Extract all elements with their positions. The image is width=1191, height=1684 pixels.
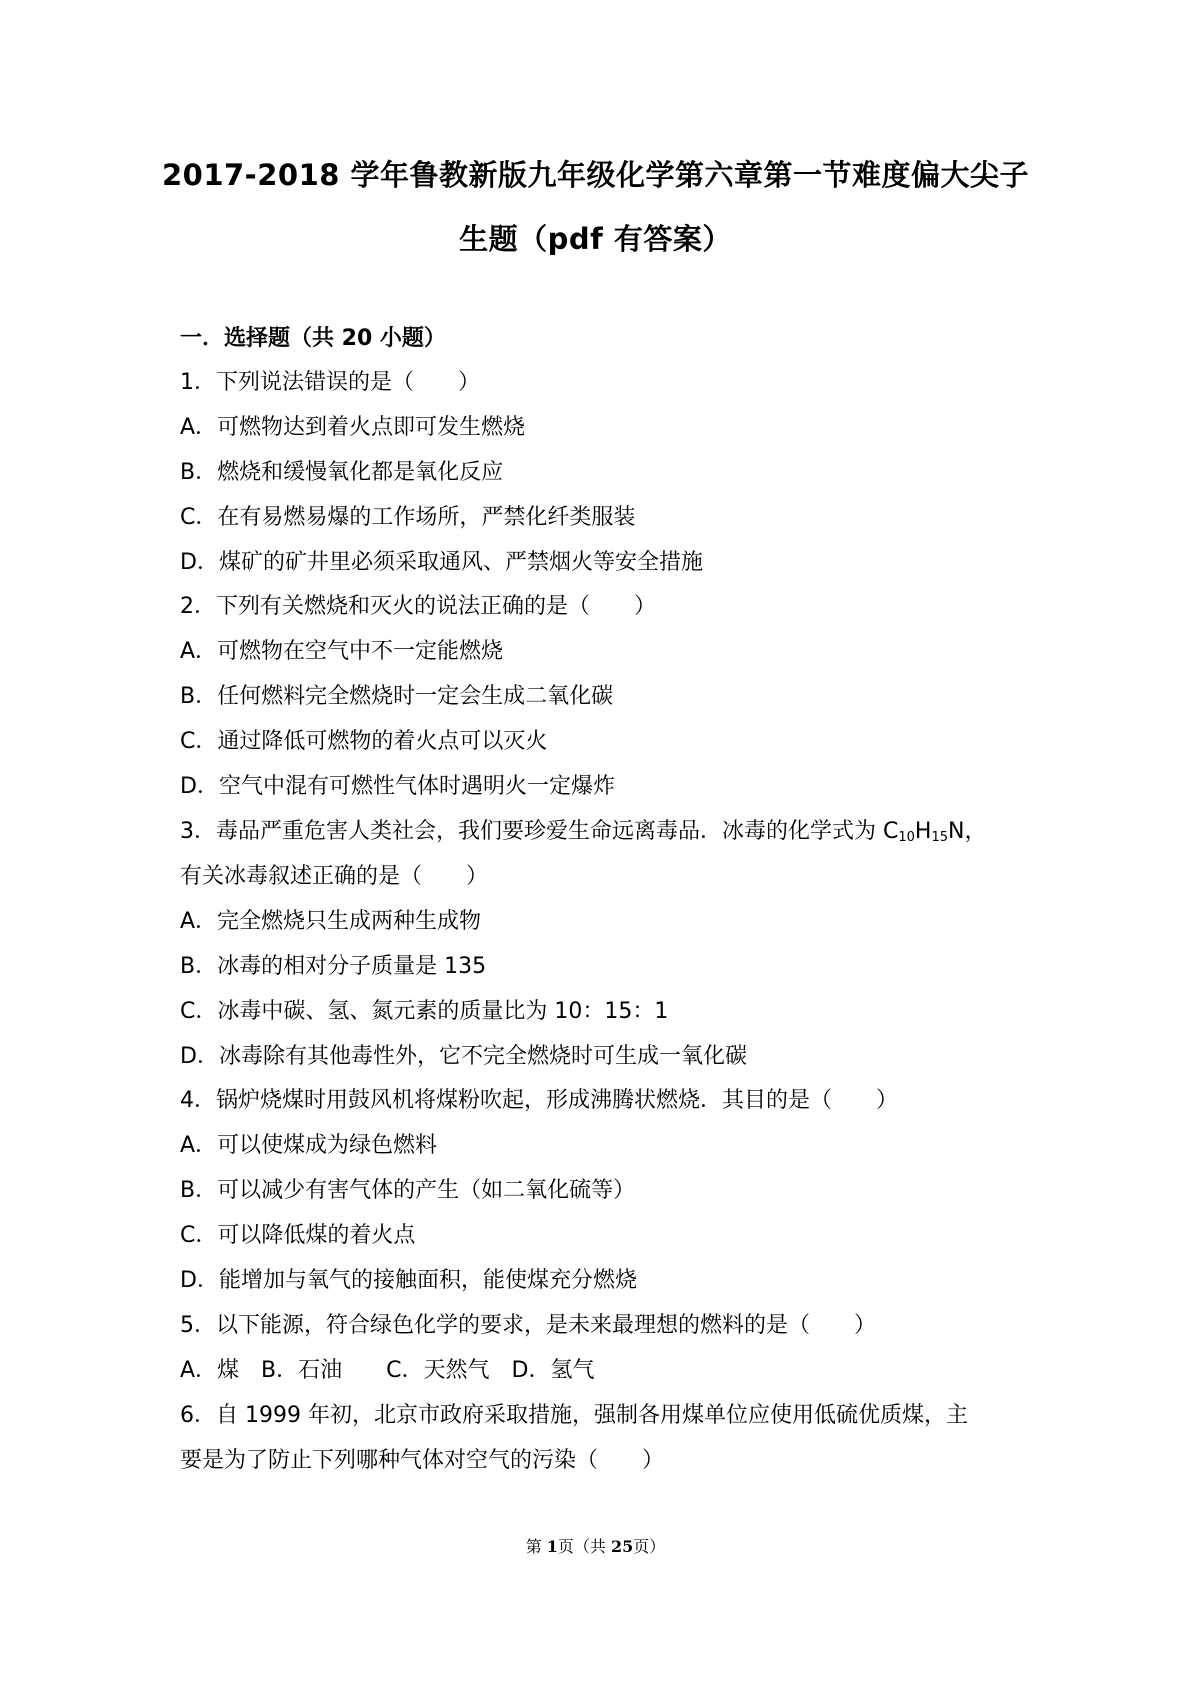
question-6-stem-line-2: 要是为了防止下列哪种气体对空气的污染（ ） [180,1448,665,1473]
question-4-option-c: C．可以降低煤的着火点 [180,1223,416,1248]
question-2-stem: 2．下列有关燃烧和灭火的说法正确的是（ ） [180,594,656,619]
question-1-option-b: B．燃烧和缓慢氧化都是氧化反应 [180,460,504,485]
formula-suffix: N， [948,819,987,844]
question-4-stem: 4．锅炉烧煤时用鼓风机将煤粉吹起，形成沸腾状燃烧．其目的是（ ） [180,1088,898,1113]
question-3-stem-text: 3．毒品严重危害人类社会，我们要珍爱生命远离毒品．冰毒的化学式为 C [180,819,899,844]
question-4-option-d: D．能增加与氧气的接触面积，能使煤充分燃烧 [180,1268,637,1293]
question-6-stem-line-1: 6．自 1999 年初，北京市政府采取措施，强制各用煤单位应使用低硫优质煤，主 [180,1403,968,1428]
footer-mid: 页（共 [557,1537,612,1556]
question-2-option-c: C．通过降低可燃物的着火点可以灭火 [180,729,548,754]
formula-c-subscript: 10 [898,830,915,845]
question-4-option-b: B．可以减少有害气体的产生（如二氧化硫等） [180,1178,636,1203]
question-3-stem-line-2: 有关冰毒叙述正确的是（ ） [180,864,489,889]
document-title-line-1: 2017-2018 学年鲁教新版九年级化学第六章第一节难度偏大尖子 [161,158,1030,192]
formula-h: H [914,819,932,844]
question-5-options: A．煤 B．石油 C．天然气 D．氢气 [180,1358,595,1383]
question-2-option-d: D．空气中混有可燃性气体时遇明火一定爆炸 [180,774,615,799]
question-1-stem: 1．下列说法错误的是（ ） [180,370,480,395]
question-2-option-b: B．任何燃料完全燃烧时一定会生成二氧化碳 [180,684,614,709]
question-1-option-d: D．煤矿的矿井里必须采取通风、严禁烟火等安全措施 [180,550,703,575]
question-3-option-d: D．冰毒除有其他毒性外，它不完全燃烧时可生成一氧化碳 [180,1044,747,1069]
footer-suffix: 页） [633,1537,666,1556]
question-1-option-a: A．可燃物达到着火点即可发生燃烧 [180,415,526,440]
page-footer [0,1536,1191,1558]
question-3-option-a: A．完全燃烧只生成两种生成物 [180,909,482,934]
question-1-option-c: C．在有易燃易爆的工作场所，严禁化纤类服装 [180,505,636,530]
question-2-option-a: A．可燃物在空气中不一定能燃烧 [180,639,504,664]
question-5-stem: 5．以下能源，符合绿色化学的要求，是未来最理想的燃料的是（ ） [180,1313,876,1338]
total-pages: 25 [611,1537,634,1556]
question-3-option-c: C．冰毒中碳、氢、氮元素的质量比为 10：15：1 [180,999,669,1024]
footer-prefix: 第 [525,1537,547,1556]
question-4-option-a: A．可以使煤成为绿色燃料 [180,1133,438,1158]
section-heading: 一．选择题（共 20 小题） [180,326,446,351]
question-3-option-b: B．冰毒的相对分子质量是 135 [180,954,487,979]
page-number: 1 [546,1537,558,1556]
question-3-stem-line-1 [180,817,986,847]
document-title-line-2: 生题（pdf 有答案） [459,222,732,256]
formula-h-subscript: 15 [931,830,948,845]
